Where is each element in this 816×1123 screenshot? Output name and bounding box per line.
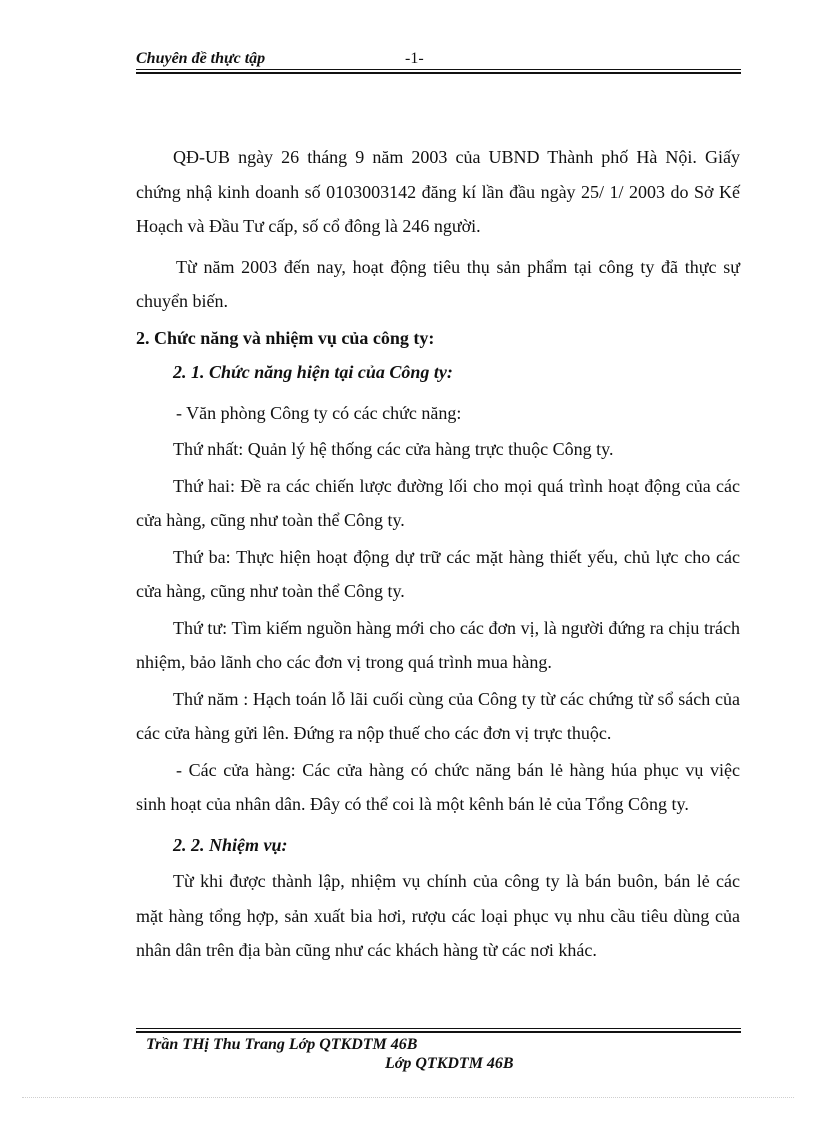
paragraph-second-function: Thứ hai: Đề ra các chiến lược đường lối cho mọi quá trình hoạt động của các cửa hàng, cũng như toàn thể Công ty. xyxy=(136,475,740,530)
page-number: -1- xyxy=(405,50,424,67)
header-rule-thick xyxy=(136,72,741,74)
subsection-heading-duties: 2. 2. Nhiệm vụ: xyxy=(173,834,288,855)
paragraph-registration: QĐ-UB ngày 26 tháng 9 năm 2003 của UBND Thành phố Hà Nội. Giấy chứng nhậ kinh doanh số 0103003142 đăng kí lần đầu ngày 25/ 1/ 2003 do Sở Kế Hoạch và Đầu Tư cấp, số cổ đông là 246 người. xyxy=(136,147,740,236)
header-title: Chuyên đề thực tập xyxy=(136,50,266,67)
paragraph-fifth-function: Thứ năm : Hạch toán lỗ lãi cuối cùng của Công ty từ các chứng từ sổ sách của các cửa hàng gửi lên. Đứng ra nộp thuế cho các đơn vị trực thuộc. xyxy=(136,688,740,743)
paragraph-main-duties: Từ khi được thành lập, nhiệm vụ chính của công ty là bán buôn, bán lẻ các mặt hàng tổng hợp, sản xuất bia hơi, rượu các loại phục vụ nhu cầu tiêu dùng của nhân dân trên địa bàn cũng như các khách hàng từ các nơi khác. xyxy=(136,871,740,960)
footer-class: Lớp QTKDTM 46B xyxy=(385,1055,514,1072)
footer-rule-thin xyxy=(136,1028,741,1029)
paragraph-office-functions: - Văn phòng Công ty có các chức năng: xyxy=(176,402,462,423)
footer-rule-thick xyxy=(136,1031,741,1033)
paragraph-stores-function: - Các cửa hàng: Các cửa hàng có chức năng bán lẻ hàng húa phục vụ việc sinh hoạt của nhân dân. Đây có thể coi là một kênh bán lẻ của Tổng Công ty. xyxy=(136,759,740,814)
subsection-heading-current-functions: 2. 1. Chức năng hiện tại của Công ty: xyxy=(173,362,453,382)
paragraph-fourth-function: Thứ tư: Tìm kiếm nguồn hàng mới cho các đơn vị, là người đứng ra chịu trách nhiệm, bảo lãnh cho các đơn vị trong quá trình mua hàng. xyxy=(136,617,740,672)
paragraph-third-function: Thứ ba: Thực hiện hoạt động dự trữ các mặt hàng thiết yếu, chủ lực cho các cửa hàng, cũng như toàn thể Công ty. xyxy=(136,546,740,601)
section-heading-functions-duties: 2. Chức năng và nhiệm vụ của công ty: xyxy=(136,327,435,348)
paragraph-first-function: Thứ nhất: Quản lý hệ thống các cửa hàng trực thuộc Công ty. xyxy=(173,439,614,459)
document-body xyxy=(136,140,740,968)
header-rule-thin xyxy=(136,69,741,70)
page-bottom-border xyxy=(22,1097,794,1098)
paragraph-sales-since-2003: Từ năm 2003 đến nay, hoạt động tiêu thụ sản phẩm tại công ty đã thực sự chuyển biến. xyxy=(136,256,740,311)
footer-author-class: Trần THị Thu Trang Lớp QTKDTM 46B xyxy=(146,1036,418,1053)
